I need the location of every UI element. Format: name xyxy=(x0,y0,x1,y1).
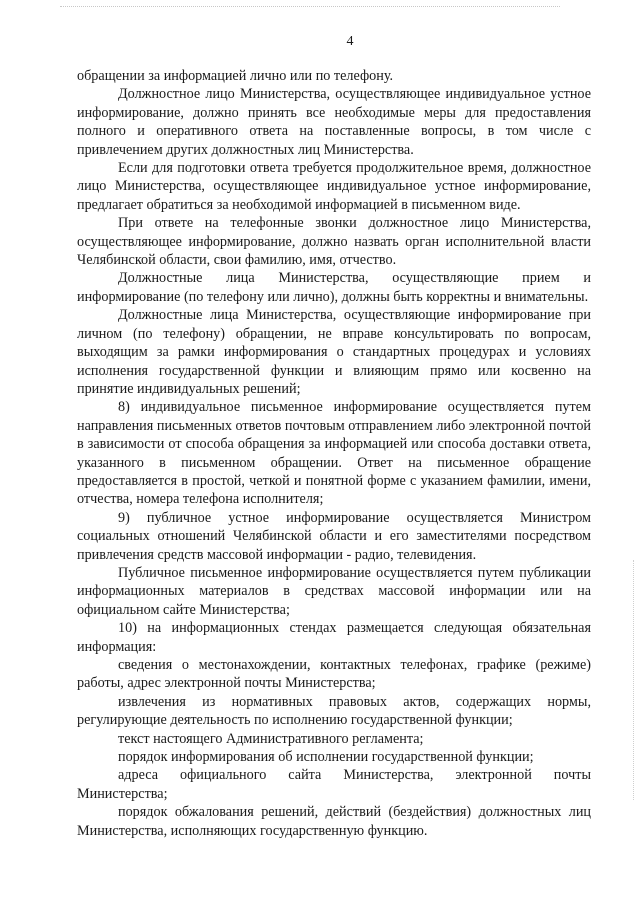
paragraph: Если для подготовки ответа требуется продолжительное время, должностное лицо Министерства, осуществляющее индивидуальное устное информирование, предлагает обратиться за необходимой информацией в письменном виде. xyxy=(77,160,591,213)
paragraph: 8) индивидуальное письменное информирование осуществляется путем направления письменных ответов почтовым отправлением либо электронной почтой в зависимости от способа обращения за информацией или способа доставки ответа, указанного в письменном обращении. Ответ на письменное обращение предоставляется в простой, четкой и понятной форме с указанием фамилии, имени, отчества, номера телефона исполнителя; xyxy=(77,399,591,508)
paragraph: Должностные лица Министерства, осуществляющие информирование при личном (по телефону) обращении, не вправе консультировать по вопросам, выходящим за рамки информирования о стандартных процедурах и условиях исполнения государственной функции и влияющим прямо или косвенно на принятие индивидуальных решений; xyxy=(77,307,591,397)
page-number: 4 xyxy=(346,34,354,49)
paragraph: сведения о местонахождении, контактных телефонах, графике (режиме) работы, адрес электронной почты Министерства; xyxy=(77,657,591,692)
paragraph: Публичное письменное информирование осуществляется путем публикации информационных материалов в средствах массовой информации или на официальном сайте Министерства; xyxy=(77,564,591,618)
paragraph: обращении за информацией лично или по телефону. xyxy=(77,68,394,84)
paragraph: Должностное лицо Министерства, осуществляющее индивидуальное устное информирование, должно принять все необходимые меры для предоставления полного и оперативного ответа на поставленные вопросы, в том числе с привлечением других должностных лиц Министерства. xyxy=(77,86,591,158)
scan-artifact-right xyxy=(633,560,636,800)
paragraph: порядок информирования об исполнении государственной функции; xyxy=(118,749,534,766)
paragraph: адреса официального сайта Министерства, электронной почты Министерства; xyxy=(77,767,591,802)
paragraph: порядок обжалования решений, действий (бездействия) должностных лиц Министерства, исполняющих государственную функцию. xyxy=(77,804,591,839)
paragraph: При ответе на телефонные звонки должностное лицо Министерства, осуществляющее информирование, должно назвать орган исполнительной власти Челябинской области, свои фамилию, имя, отчество. xyxy=(77,215,591,269)
paragraph: 10) на информационных стендах размещается следующая обязательная информация: xyxy=(77,620,591,655)
paragraph: текст настоящего Административного регламента; xyxy=(118,730,424,747)
paragraph: Должностные лица Министерства, осуществляющие прием и информирование (по телефону или лично), должны быть корректны и внимательны. xyxy=(77,270,591,305)
paragraph: извлечения из нормативных правовых актов, содержащих нормы, регулирующие деятельность по исполнению государственной функции; xyxy=(77,693,591,729)
scan-artifact-top xyxy=(60,6,560,9)
document-body xyxy=(77,67,591,840)
paragraph: 9) публичное устное информирование осуществляется Министром социальных отношений Челябинской области и его заместителями посредством привлечения средств массовой информации - радио, телевидения. xyxy=(77,509,591,563)
